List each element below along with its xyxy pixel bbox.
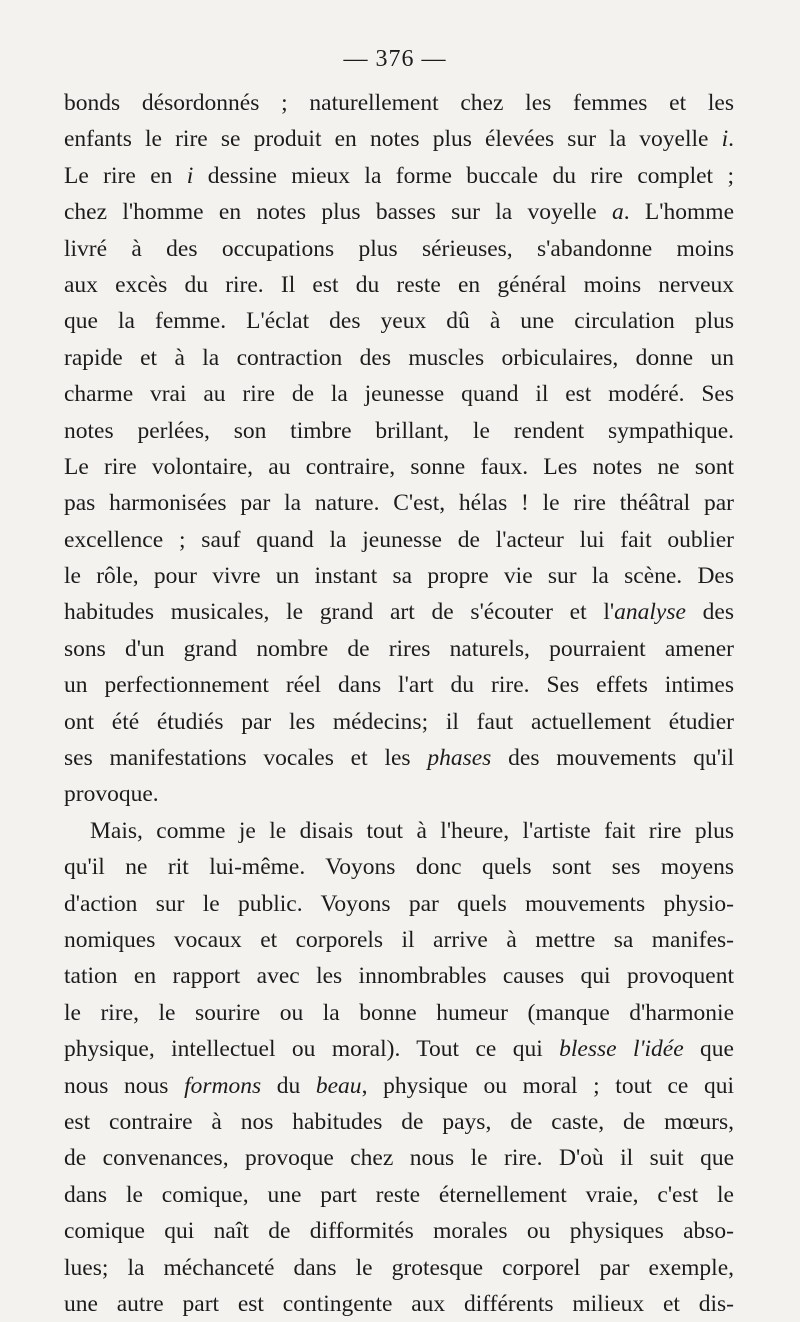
text-segment: dans le comique, une part reste éternellement vraie, c'est le [64,1181,734,1208]
text-segment: physique, intellectuel ou moral). Tout ce qui [64,1036,560,1063]
text-line [64,231,734,267]
text-line [64,376,734,412]
text-segment: que [683,1036,734,1063]
text-line [64,1177,734,1213]
text-segment: pas harmonisées par la nature. C'est, hélas ! le rire théâtral par [64,490,734,517]
text-segment: habitudes musicales, le grand art de s'écouter et l' [64,599,615,626]
text-segment: comique qui naît de difformités morales ou physiques abso- [64,1218,734,1245]
text-line [64,704,734,740]
text-line [64,267,734,303]
text-segment: du [261,1072,316,1099]
text-line [64,667,734,703]
text-segment: chez l'homme en notes plus basses sur la voyelle [64,199,612,226]
text-segment: un perfectionnement réel dans l'art du rire. Ses effets intimes [64,672,734,699]
text-segment: . [728,126,734,153]
text-line [64,85,734,121]
text-segment: est contraire à nos habitudes de pays, de caste, de mœurs, [64,1108,734,1135]
text-segment: provoque. [64,781,159,808]
text-segment: de convenances, provoque chez nous le rire. D'où il suit que [64,1145,734,1172]
text-line [64,1286,734,1322]
text-segment: bonds désordonnés ; naturellement chez les femmes et les [64,90,734,116]
text-line [64,413,734,449]
text-segment: qu'il ne rit lui-même. Voyons donc quels sont ses moyens [64,854,734,881]
text-line [64,776,734,812]
text-segment: tation en rapport avec les innombrables causes qui provoquent [64,963,734,990]
italic-text: beau [315,1072,362,1099]
italic-text: blesse l'idée [559,1036,684,1063]
text-line [64,594,734,630]
text-line [64,1068,734,1104]
italic-text: analyse [614,599,686,626]
text-line [64,449,734,485]
italic-text: a [611,199,624,226]
text-segment: nous nous [64,1072,185,1099]
text-line [64,194,734,230]
text-line [64,886,734,922]
italic-text: i [186,162,194,189]
text-segment: que la femme. L'éclat des yeux dû à une circulation plus [64,308,734,335]
text-segment: ses manifestations vocales et les [64,745,428,772]
text-line [64,958,734,994]
text-segment: des mouvements qu'il [491,745,734,772]
text-segment: lues; la méchanceté dans le grotesque corporel par exemple, [64,1254,734,1281]
text-line [64,1140,734,1176]
text-segment: rapide et à la contraction des muscles orbiculaires, donne un [64,344,734,371]
text-line [64,740,734,776]
text-segment: le rire, le sourire ou la bonne humeur (manque d'harmonie [64,999,734,1026]
text-line [64,522,734,558]
text-segment: ont été étudiés par les médecins; il faut actuellement étudier [64,708,734,735]
text-segment: enfants le rire se produit en notes plus élevées sur la voyelle [64,126,722,153]
text-segment: Le rire volontaire, au contraire, sonne faux. Les notes ne sont [64,453,734,480]
text-segment: d'action sur le public. Voyons par quels mouvements physio- [64,890,734,917]
text-line [64,1213,734,1249]
text-line [64,631,734,667]
text-segment: le rôle, pour vivre un instant sa propre vie sur la scène. Des [64,563,734,590]
text-segment: une autre part est contingente aux différents milieux et dis- [64,1290,734,1317]
text-line [64,158,734,194]
text-segment: , physique ou moral ; tout ce qui [361,1072,734,1099]
text-line [64,303,734,339]
italic-text: formons [184,1072,262,1099]
text-segment: notes perlées, son timbre brillant, le rendent sympathique. [64,417,734,444]
text-line [64,558,734,594]
text-segment: des [685,599,734,626]
italic-text: phases [427,745,492,772]
text-line [64,340,734,376]
text-segment: excellence ; sauf quand la jeunesse de l'acteur lui fait oublier [64,526,734,553]
body-text [64,85,734,1322]
text-segment: livré à des occupations plus sérieuses, s'abandonne moins [64,235,734,262]
page-number: — 376 — [343,46,447,72]
text-segment: Mais, comme je le disais tout à l'heure, l'artiste fait rire plus [90,817,734,844]
text-line [64,1250,734,1286]
text-line [64,485,734,521]
text-segment: charme vrai au rire de la jeunesse quand il est modéré. Ses [64,381,734,408]
text-segment: . L'homme [623,199,735,226]
text-line [64,1104,734,1140]
text-line [64,1031,734,1067]
text-segment: dessine mieux la forme buccale du rire complet ; [193,162,734,189]
text-line [64,995,734,1031]
text-segment: nomiques vocaux et corporels il arrive à mettre sa manifes- [64,926,734,953]
text-segment: sons d'un grand nombre de rires naturels, pourraient amener [64,635,734,662]
text-segment: Le rire en [64,162,187,189]
text-line [64,813,734,849]
text-line [64,849,734,885]
text-line [64,121,734,157]
text-line [64,922,734,958]
italic-text: i [721,126,729,153]
text-segment: aux excès du rire. Il est du reste en général moins nerveux [64,271,734,298]
